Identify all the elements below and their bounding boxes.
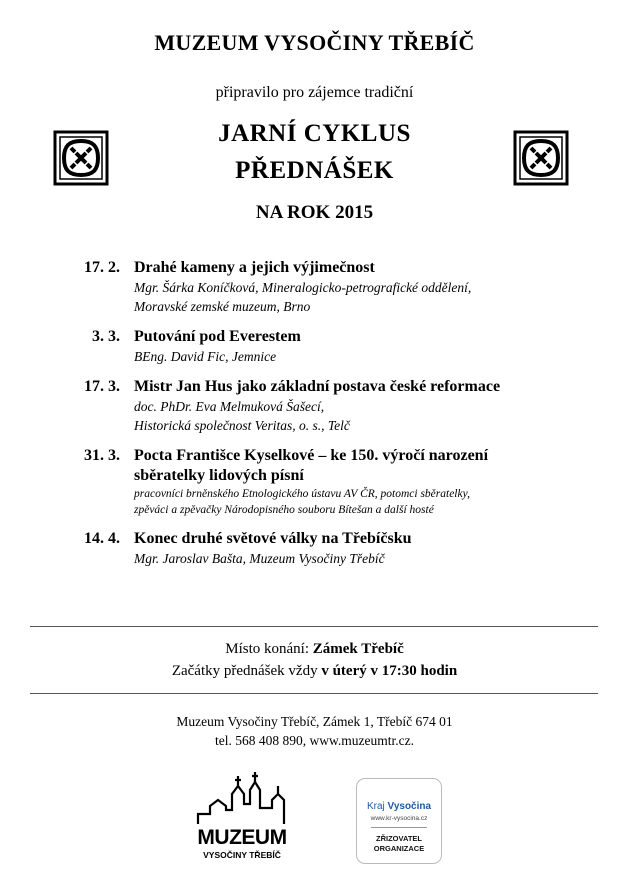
venue-label: Místo konání:	[225, 641, 310, 657]
lecture-date: 14. 4.	[84, 530, 120, 547]
time-value: v úterý v 17:30 hodin	[321, 663, 458, 679]
title-line-2: PŘEDNÁŠEK	[235, 157, 394, 184]
kraj-url: www.kr-vysocina.cz	[370, 815, 428, 822]
lecture-title-cont: sběratelky lidových písní	[134, 467, 304, 484]
lecture-date: 17. 3.	[84, 378, 120, 395]
lecture-speaker: zpěváci a zpěvačky Národopisného souboru Bítešan a další hosté	[134, 504, 434, 516]
kraj-prefix: Kraj	[366, 801, 385, 812]
contact: tel. 568 408 890, www.muzeumtr.cz.	[215, 733, 414, 748]
lecture-speaker: pracovníci brněnského Etnologického ústavu AV ČR, potomci sběratelky,	[134, 488, 470, 500]
lecture-title: Mistr Jan Hus jako základní postava české reformace	[134, 378, 501, 395]
lecture-title: Konec druhé světové války na Třebíčsku	[134, 530, 412, 547]
divider	[30, 626, 598, 627]
kraj-role-1: ZŘIZOVATEL	[376, 834, 422, 843]
lecture-item	[60, 446, 580, 518]
lecture-speaker: Moravské zemské muzeum, Brno	[134, 299, 311, 314]
lecture-date: 3. 3.	[92, 328, 120, 345]
lecture-item	[60, 327, 580, 366]
lecture-speaker: Mgr. Šárka Koníčková, Mineralogicko-petrografické oddělení,	[134, 280, 472, 295]
lecture-speaker: BEng. David Fic, Jemnice	[134, 349, 277, 364]
title-line-3: NA ROK 2015	[255, 202, 374, 223]
intro-text: připravilo pro zájemce tradiční	[215, 84, 414, 101]
lecture-title: Pocta Františce Kyselkové – ke 150. výročí narození	[134, 447, 489, 464]
venue-info	[0, 638, 629, 682]
divider	[371, 827, 427, 828]
kraj-vysocina-logo	[356, 778, 442, 864]
title-line-1: JARNÍ CYKLUS	[218, 120, 411, 147]
lecture-speaker: Mgr. Jaroslav Bašta, Muzeum Vysočiny Třebíč	[134, 551, 385, 566]
lecture-item	[60, 258, 580, 316]
divider	[30, 693, 598, 694]
address: Muzeum Vysočiny Třebíč, Zámek 1, Třebíč 674 01	[176, 714, 453, 729]
kraj-role-2: ORGANIZACE	[373, 844, 425, 853]
time-prefix: Začátky přednášek vždy	[171, 663, 318, 679]
organizer-title: MUZEUM VYSOČINY TŘEBÍČ	[154, 30, 475, 55]
lecture-speaker: doc. PhDr. Eva Melmuková Šašecí,	[134, 399, 325, 414]
lecture-item	[60, 529, 580, 568]
lecture-list	[60, 258, 580, 579]
lecture-item	[60, 377, 580, 435]
muzeum-sub: VYSOČINY TŘEBÍČ	[203, 850, 281, 860]
muzeum-word: MUZEUM	[197, 826, 287, 849]
muzeum-logo	[188, 770, 296, 862]
footer-contact	[0, 712, 629, 750]
lecture-title: Putování pod Everestem	[134, 328, 301, 345]
venue-value: Zámek Třebíč	[312, 641, 404, 657]
lecture-title: Drahé kameny a jejich výjimečnost	[134, 259, 375, 276]
lecture-date: 17. 2.	[84, 259, 120, 276]
lecture-speaker: Historická společnost Veritas, o. s., Telč	[134, 418, 350, 433]
kraj-name: Vysočina	[387, 801, 432, 812]
lecture-date: 31. 3.	[84, 447, 120, 464]
